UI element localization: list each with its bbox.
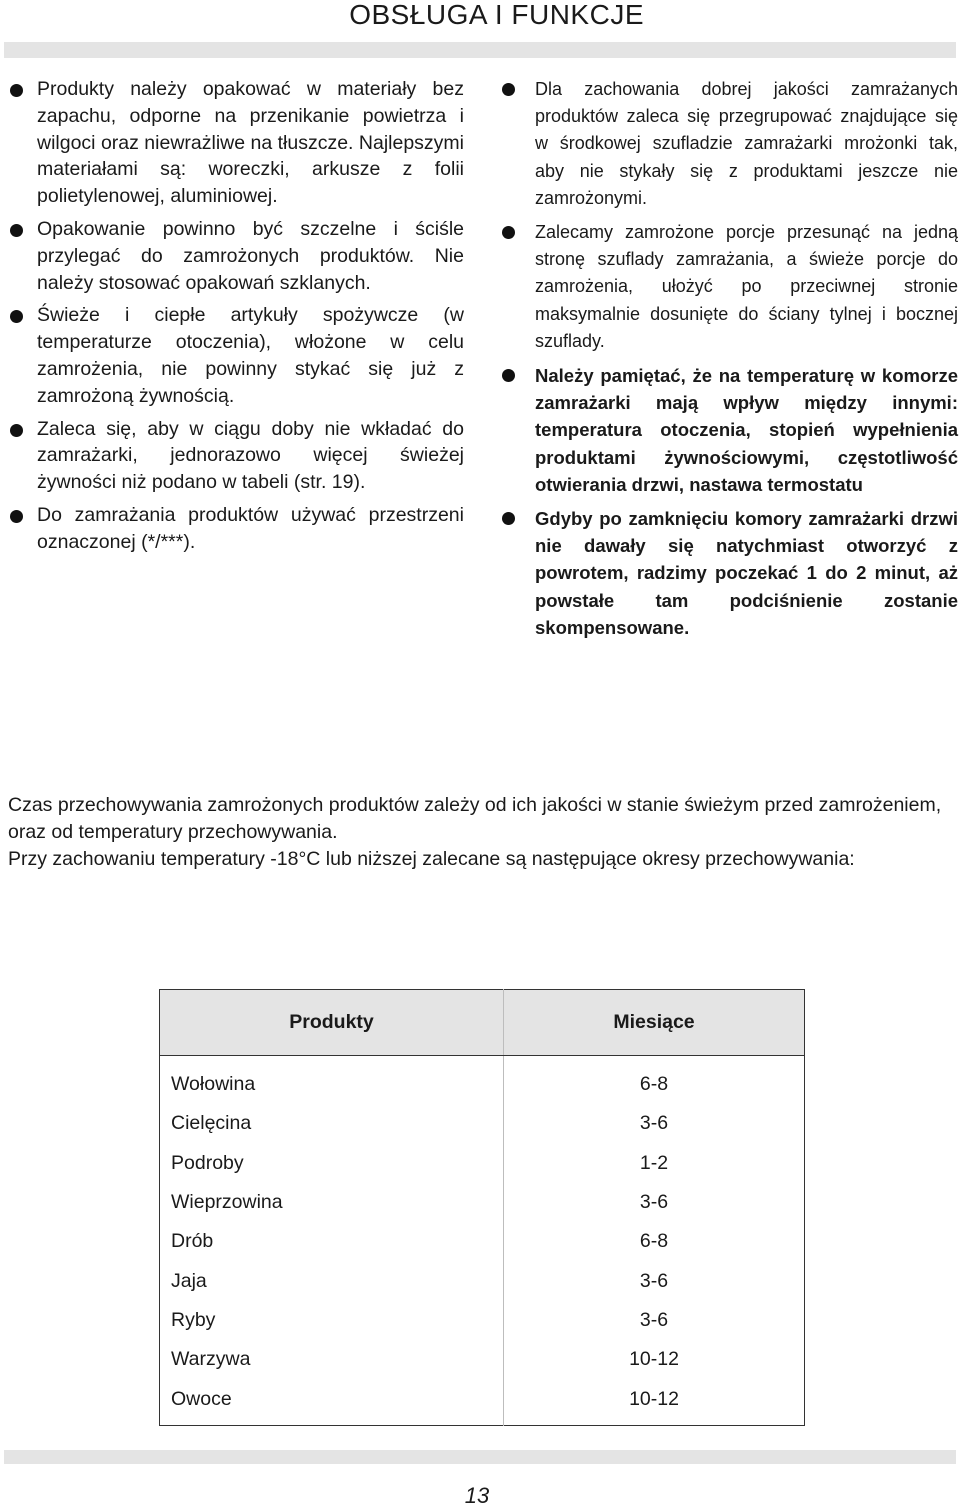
- bullet-icon: [502, 369, 515, 382]
- list-item: [502, 362, 958, 498]
- months-cell: 3-6: [639, 1308, 669, 1331]
- table-row: [160, 1301, 805, 1340]
- table-header-row: [160, 990, 805, 1056]
- storage-intro: [8, 792, 953, 872]
- months-cell: 6-8: [639, 1230, 669, 1253]
- list-item: [502, 76, 958, 212]
- table-row: [160, 1222, 805, 1261]
- column-header-months: Miesiące: [504, 990, 805, 1056]
- months-cell: 10-12: [629, 1348, 679, 1371]
- page-number: 13: [464, 1483, 490, 1508]
- table-spacer: [160, 1056, 805, 1066]
- footer-divider: [4, 1450, 956, 1464]
- list-item-text: Do zamrażania produktów używać przestrzeni oznaczonej (*/***).: [37, 503, 464, 553]
- list-item: [8, 416, 464, 496]
- months-cell: 1-2: [639, 1151, 669, 1174]
- months-cell: 10-12: [629, 1387, 679, 1410]
- product-cell: Cielęcina: [160, 1104, 504, 1143]
- list-item: [8, 76, 464, 210]
- list-item-text: Należy pamiętać, że na temperaturę w komorze zamrażarki mają wpływ między innymi: temperatura otoczenia, stopień wypełnienia produktami żywnościowymi, częstotliwość otwierania drzwi, nastawa termostatu: [535, 365, 958, 495]
- list-item-text: Zalecamy zamrożone porcje przesunąć na jedną stronę szuflady zamrażania, a świeże porcje do zamrożenia, ułożyć po przeciwnej stronie maksymalnie dosunięte do ściany tylnej i bocznej szuflady.: [535, 222, 958, 351]
- left-bullet-list: [8, 76, 464, 562]
- months-cell: 3-6: [639, 1269, 669, 1292]
- list-item: [502, 219, 958, 355]
- product-cell: Podroby: [160, 1144, 504, 1183]
- list-item-text: Gdyby po zamknięciu komory zamrażarki drzwi nie dawały się natychmiast otworzyć z powrotem, radzimy poczekać 1 do 2 minut, aż powstałe tam podciśnienie zostanie skompensowane.: [535, 508, 958, 638]
- page-title: OBSŁUGA I FUNKCJE: [349, 0, 644, 30]
- product-cell: Ryby: [160, 1301, 504, 1340]
- list-item-text: Opakowanie powinno być szczelne i ściśle przylegać do zamrożonych produktów. Nie należy stosować opakowań szklanych.: [37, 217, 464, 294]
- intro-paragraph: Czas przechowywania zamrożonych produktów zależy od ich jakości w stanie świeżym przed zamrożeniem, oraz od temperatury przechowywania.: [8, 794, 942, 843]
- months-cell: 3-6: [639, 1112, 669, 1135]
- table-row: [160, 1183, 805, 1222]
- product-cell: Wieprzowina: [160, 1183, 504, 1222]
- list-item: [8, 502, 464, 556]
- bullet-icon: [502, 512, 515, 525]
- product-cell: Wołowina: [160, 1065, 504, 1104]
- months-cell: 3-6: [639, 1191, 669, 1214]
- table-row: [160, 1065, 805, 1104]
- product-cell: Warzywa: [160, 1340, 504, 1379]
- bullet-icon: [10, 310, 23, 323]
- list-item: [8, 302, 464, 409]
- list-item-text: Dla zachowania dobrej jakości zamrażanych produktów zaleca się przegrupować znajdujące się w środkowej szufladzie zamrażarki mrożonki tak, aby nie stykały się z produktami jeszcze nie zamrożonymi.: [535, 79, 958, 208]
- list-item-text: Zaleca się, aby w ciągu doby nie wkładać do zamrażarki, jednorazowo więcej świeżej żywności niż podano w tabeli (str. 19).: [37, 417, 464, 494]
- product-cell: Drób: [160, 1222, 504, 1261]
- product-cell: Owoce: [160, 1379, 504, 1418]
- bullet-icon: [10, 424, 23, 437]
- bullet-icon: [10, 510, 23, 523]
- column-header-products: Produkty: [160, 990, 504, 1056]
- list-item: [502, 505, 958, 641]
- table-row: [160, 1379, 805, 1418]
- list-item: [8, 216, 464, 296]
- table-row: [160, 1104, 805, 1143]
- table-row: [160, 1261, 805, 1300]
- product-cell: Jaja: [160, 1261, 504, 1300]
- header-divider: [4, 42, 956, 58]
- table-row: [160, 1340, 805, 1379]
- list-item-text: Produkty należy opakować w materiały bez zapachu, odporne na przenikanie powietrza i wilgoci oraz niewrażliwe na tłuszcze. Najlepszymi materiałami są: woreczki, arkusze z folii polietylenowej, aluminiowej.: [37, 78, 464, 208]
- intro-paragraph: Przy zachowaniu temperatury -18°C lub niższej zalecane są następujące okresy przechowywania:: [8, 847, 855, 870]
- bullet-icon: [10, 84, 23, 97]
- list-item-text: Świeże i ciepłe artykuły spożywcze (w temperaturze otoczenia), włożone w celu zamrożenia, nie powinny stykać się już z zamrożoną żywnością.: [37, 304, 464, 407]
- table-spacer: [160, 1419, 805, 1426]
- right-bullet-list: [502, 76, 958, 648]
- storage-time-table: [159, 989, 805, 1426]
- table-row: [160, 1144, 805, 1183]
- bullet-icon: [502, 83, 515, 96]
- bullet-icon: [502, 226, 515, 239]
- bullet-icon: [10, 224, 23, 237]
- months-cell: 6-8: [639, 1073, 669, 1096]
